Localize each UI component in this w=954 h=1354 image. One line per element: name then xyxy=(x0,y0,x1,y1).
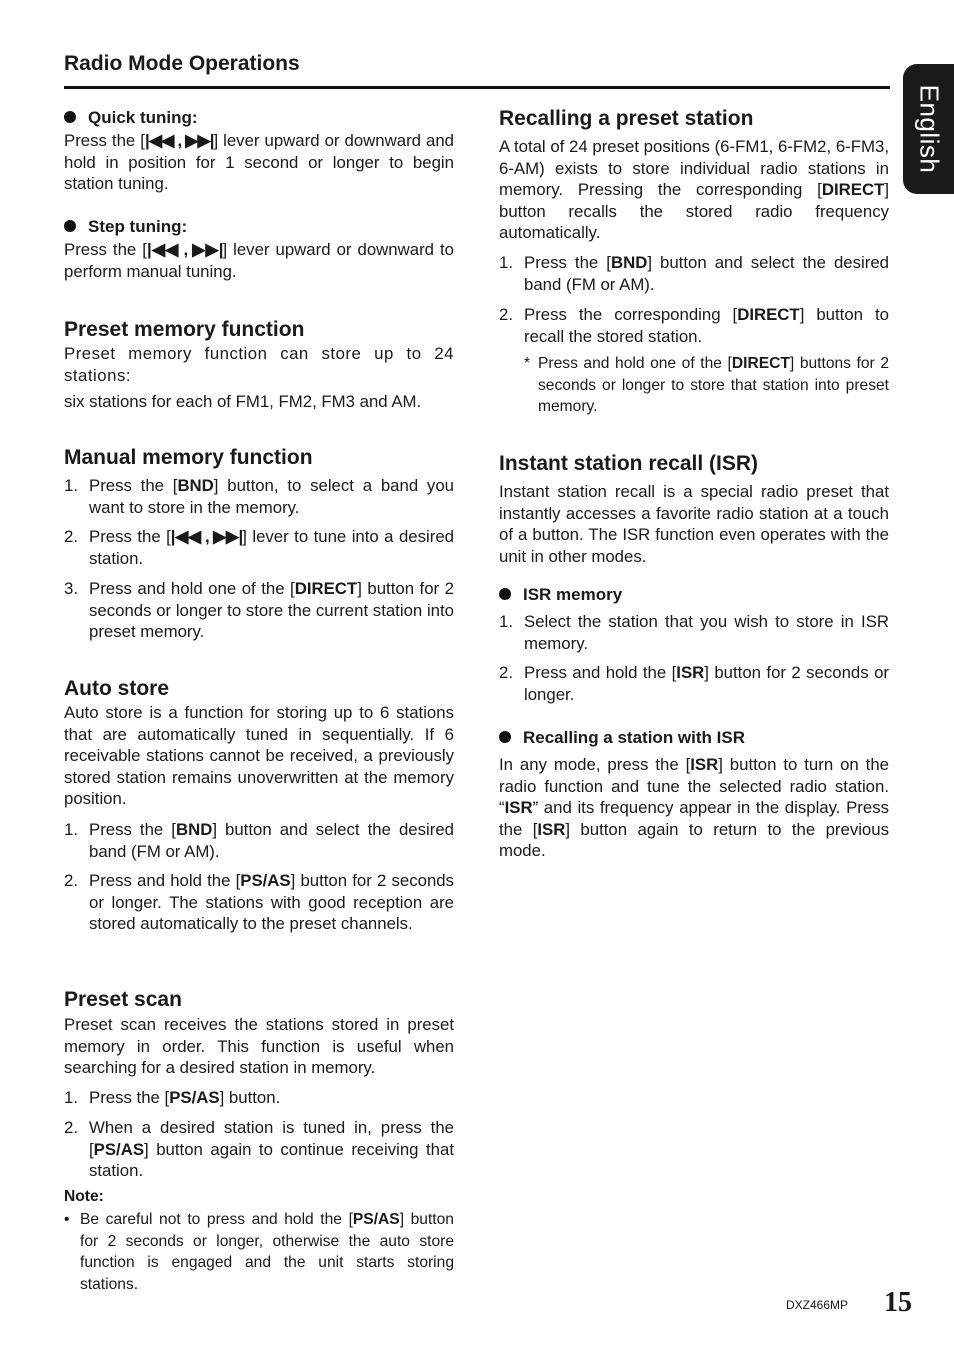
step-tuning-heading: Step tuning: xyxy=(64,217,187,237)
note-heading: Note: xyxy=(64,1188,104,1205)
isr-heading: Instant station recall (ISR) xyxy=(499,452,759,475)
isr-text: Instant station recall is a special radio preset that instantly accesses a favorite radio station at a touch of a button. The ISR function even operates with the unit in other modes. xyxy=(499,482,889,566)
list-item: 1. Press the [BND] button and select the desired band (FM or AM). xyxy=(64,820,454,861)
page-number: 15 xyxy=(884,1287,912,1318)
bullet-icon xyxy=(499,588,511,600)
preset-memory-heading: Preset memory function xyxy=(64,318,305,341)
list-item: 2. When a desired station is tuned in, press the [PS/AS] button again to continue receiving that station. xyxy=(64,1118,454,1181)
auto-store-heading: Auto store xyxy=(64,677,169,700)
list-item: 1. Press the [PS/AS] button. xyxy=(64,1088,281,1107)
sub-note: * Press and hold one of the [DIRECT] buttons for 2 seconds or longer to store that station into preset memory. xyxy=(524,355,889,416)
isr-recall-heading: Recalling a station with ISR xyxy=(499,728,745,748)
model-number: DXZ466MP xyxy=(786,1298,849,1312)
preset-memory-text: Preset memory function can store up to 24 stations: xyxy=(64,344,454,385)
isr-recall-text: In any mode, press the [ISR] button to turn on the radio function and tune the selected radio station. “ISR” and its frequency appear in the display. Press the [ISR] button again to return to the previous mode. xyxy=(499,755,889,861)
header-rule xyxy=(64,86,890,89)
seek-lever-icon: |◀◀ , ▶▶| xyxy=(146,240,223,259)
auto-store-text: Auto store is a function for storing up to 6 stations that are automatically tuned in sequentially. If 6 receivable stations cannot be received, a previously stored station remains unoverwritten at the memory position. xyxy=(64,703,454,809)
seek-lever-icon: |◀◀ , ▶▶| xyxy=(144,131,214,150)
list-item: 2. Press and hold the [ISR] button for 2 seconds or longer. xyxy=(499,663,889,704)
language-tab xyxy=(903,64,954,194)
recalling-text: A total of 24 preset positions (6-FM1, 6-FM2, 6-FM3, 6-AM) exists to store individual radio stations in memory. Pressing the corresponding [DIRECT] button recalls the stored radio frequency automatically. xyxy=(499,137,889,243)
list-item: 3. Press and hold one of the [DIRECT] button for 2 seconds or longer to store the current station into preset memory. xyxy=(64,579,454,642)
note-text: • Be careful not to press and hold the [PS/AS] button for 2 seconds or longer, otherwise the auto store function is engaged and the unit starts storing stations. xyxy=(64,1211,454,1293)
list-item: 2. Press the corresponding [DIRECT] button to recall the stored station. xyxy=(499,305,889,346)
bullet-icon xyxy=(64,220,76,232)
language-tab-label: English xyxy=(914,84,944,174)
section-header: Radio Mode Operations xyxy=(64,52,300,75)
list-item: 1. Select the station that you wish to store in ISR memory. xyxy=(499,612,889,653)
manual-memory-heading: Manual memory function xyxy=(64,446,313,469)
list-item: 2. Press the [|◀◀ , ▶▶|] lever to tune into a desired station. xyxy=(64,527,454,568)
seek-lever-icon: |◀◀ , ▶▶| xyxy=(170,527,243,546)
step-tuning-text: Press the [|◀◀ , ▶▶|] lever upward or downward to perform manual tuning. xyxy=(64,240,455,281)
recalling-heading: Recalling a preset station xyxy=(499,107,754,130)
list-item: 1. Press the [BND] button, to select a band you want to store in the memory. xyxy=(64,476,454,517)
quick-tuning-text: Press the [|◀◀ , ▶▶|] lever upward or downward and hold in position for 1 second or longer to begin station tuning. xyxy=(64,131,455,194)
preset-scan-heading: Preset scan xyxy=(64,988,182,1011)
isr-memory-heading: ISR memory xyxy=(499,585,622,605)
list-item: 1. Press the [BND] button and select the desired band (FM or AM). xyxy=(499,253,889,294)
bullet-icon xyxy=(64,111,76,123)
bullet-icon xyxy=(499,731,511,743)
preset-memory-text-2: six stations for each of FM1, FM2, FM3 and AM. xyxy=(64,392,422,411)
list-item: 2. Press and hold the [PS/AS] button for 2 seconds or longer. The stations with good reception are stored automatically to the preset channels. xyxy=(64,871,454,934)
quick-tuning-heading: Quick tuning: xyxy=(64,108,198,128)
preset-scan-text: Preset scan receives the stations stored in preset memory in order. This function is useful when searching for a desired station in memory. xyxy=(64,1015,454,1078)
